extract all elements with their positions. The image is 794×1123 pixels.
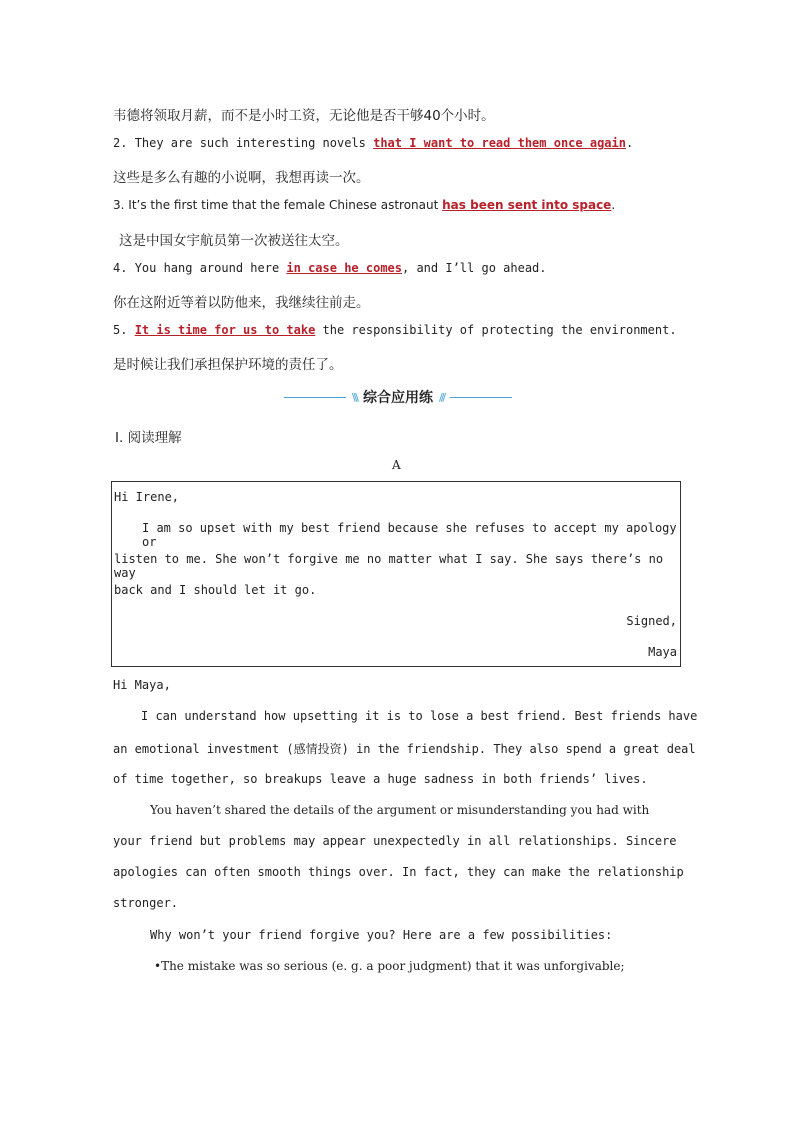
answer-text: in case he comes: [286, 261, 402, 275]
reply-bullet-line: •The mistake was so serious (e. g. a poor judgment) that it was unforgivable;: [154, 959, 625, 973]
letter-box: [111, 481, 681, 667]
sentence-number: 2.: [113, 136, 128, 150]
slash-decoration-icon: ///: [439, 390, 445, 404]
answer-text: has been sent into space: [442, 198, 612, 212]
letter-signature-name: Maya: [648, 645, 677, 659]
letter-line: listen to me. She won’t forgive me no matter what I say. She says there’s no way: [114, 552, 664, 580]
section-title: 综合应用练: [363, 390, 433, 406]
sentence-text: It’s the first time that the female Chinese astronaut: [128, 198, 443, 212]
sentence-text: , and I’ll go ahead.: [402, 261, 547, 275]
reply-line: apologies can often smooth things over. In fact, they can make the relationship: [113, 865, 684, 879]
letter-signed: Signed,: [626, 614, 677, 628]
letter-line: back and I should let it go.: [114, 583, 317, 597]
reply-line: You haven’t shared the details of the argument or misunderstanding you had with: [150, 803, 650, 817]
sentence-number: 5.: [113, 323, 128, 337]
answer-text: It is time for us to take: [134, 323, 316, 337]
sentence-5: [113, 323, 677, 337]
translation-line: 这是中国女宇航员第一次被送往太空。: [119, 233, 349, 249]
answer-text: that I want to read them once again: [373, 136, 626, 150]
reply-line: an emotional investment (感情投资) in the friendship. They also spend a great deal: [113, 742, 696, 756]
reply-greeting: Hi Maya,: [113, 678, 171, 692]
letter-line: I am so upset with my best friend because she refuses to accept my apology or: [142, 521, 677, 549]
reply-line: I can understand how upsetting it is to lose a best friend. Best friends have: [141, 709, 698, 723]
translation-line: 韦德将领取月薪，而不是小时工资，无论他是否干够40个小时。: [113, 108, 495, 124]
divider: [450, 397, 512, 398]
reply-line: Why won’t your friend forgive you? Here are a few possibilities:: [150, 928, 613, 942]
reply-line: stronger.: [113, 896, 179, 910]
sentence-number: 4.: [113, 261, 128, 275]
reply-line: your friend but problems may appear unexpectedly in all relationships. Sincere: [113, 834, 677, 848]
sentence-text: You hang around here: [134, 261, 287, 275]
reply-line: of time together, so breakups leave a huge sadness in both friends’ lives.: [113, 772, 648, 786]
part-heading: Ⅰ. 阅读理解: [115, 430, 182, 446]
sentence-text: .: [625, 136, 634, 150]
slash-decoration-icon: \\\: [351, 390, 357, 404]
sentence-4: [113, 261, 547, 275]
sentence-text: .: [611, 198, 616, 212]
translation-line: 是时候让我们承担保护环境的责任了。: [113, 357, 343, 373]
sentence-2: [113, 136, 633, 150]
sentence-text: They are such interesting novels: [134, 136, 374, 150]
translation-line: 这些是多么有趣的小说啊，我想再读一次。: [113, 170, 370, 186]
sentence-number: 3.: [113, 198, 125, 212]
sentence-text: the responsibility of protecting the environment.: [315, 323, 677, 337]
passage-label: A: [392, 458, 401, 472]
divider: [284, 397, 346, 398]
sentence-3: [113, 198, 615, 212]
translation-line: 你在这附近等着以防他来，我继续往前走。: [113, 295, 370, 311]
section-header: [278, 386, 518, 408]
letter-greeting: Hi Irene,: [114, 490, 180, 504]
